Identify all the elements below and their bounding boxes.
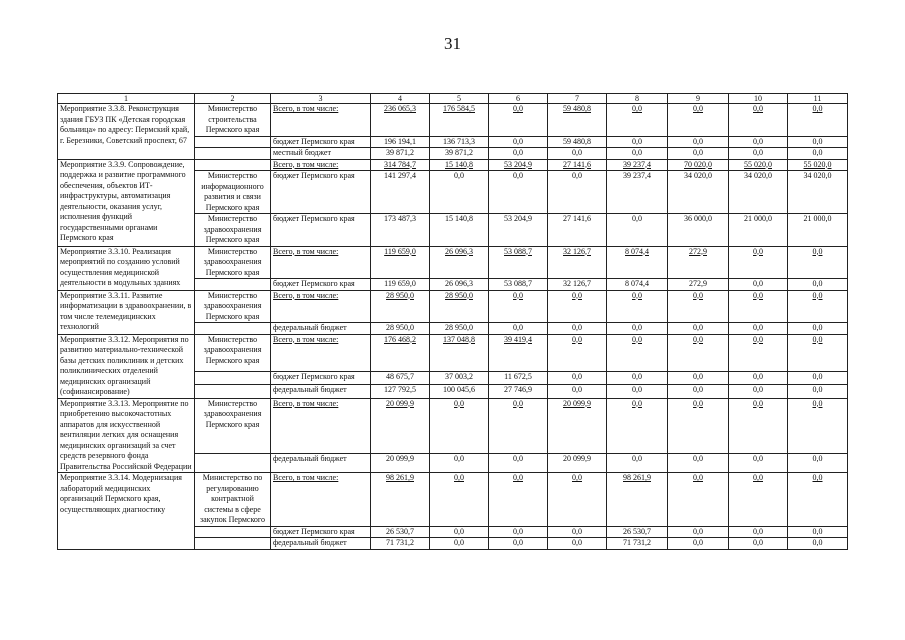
funding-source-cell: местный бюджет xyxy=(271,148,371,160)
value-cell: 37 003,2 xyxy=(430,371,489,384)
value-cell: 0,0 xyxy=(668,371,729,384)
value-cell: 0,0 xyxy=(489,323,548,335)
table-body xyxy=(58,104,848,550)
value-cell: 272,9 xyxy=(668,279,729,291)
value-cell: 0,0 xyxy=(607,334,668,371)
column-header: 9 xyxy=(668,94,729,104)
table-row xyxy=(58,334,848,371)
value-cell: 0,0 xyxy=(788,246,848,279)
value-cell: 0,0 xyxy=(489,526,548,538)
column-header: 4 xyxy=(371,94,430,104)
funding-source-cell: бюджет Пермского края xyxy=(271,526,371,538)
value-cell: 0,0 xyxy=(788,385,848,398)
funding-source-cell: бюджет Пермского края xyxy=(271,214,371,247)
value-cell: 100 045,6 xyxy=(430,385,489,398)
value-cell: 26 096,3 xyxy=(430,246,489,279)
value-cell: 0,0 xyxy=(548,334,607,371)
value-cell: 28 950,0 xyxy=(371,323,430,335)
value-cell: 27 746,9 xyxy=(489,385,548,398)
executor-cell xyxy=(195,136,271,148)
value-cell: 0,0 xyxy=(489,398,548,453)
executor-cell xyxy=(195,526,271,538)
value-cell: 39 871,2 xyxy=(430,148,489,160)
page-number: 31 xyxy=(444,34,461,53)
executor-cell xyxy=(195,371,271,384)
value-cell: 15 140,8 xyxy=(430,214,489,247)
value-cell: 34 020,0 xyxy=(729,171,788,214)
value-cell: 59 480,8 xyxy=(548,136,607,148)
value-cell: 98 261,9 xyxy=(607,473,668,527)
value-cell: 0,0 xyxy=(788,104,848,137)
value-cell: 34 020,0 xyxy=(668,171,729,214)
value-cell: 0,0 xyxy=(729,290,788,323)
value-cell: 15 140,8 xyxy=(430,159,489,171)
activity-title: Мероприятие 3.3.11. Развитие информатизации в здравоохранении, в том числе телемедицинских технологий xyxy=(58,290,195,334)
value-cell: 0,0 xyxy=(430,453,489,472)
funding-source-cell: Всего, в том числе: xyxy=(271,473,371,527)
funding-source-cell: бюджет Пермского края xyxy=(271,371,371,384)
executor-cell: Министерство по регулированию контрактной системы в сфере закупок Пермского xyxy=(195,473,271,527)
value-cell: 53 204,9 xyxy=(489,159,548,171)
value-cell: 0,0 xyxy=(788,290,848,323)
value-cell: 21 000,0 xyxy=(729,214,788,247)
funding-source-cell: бюджет Пермского края xyxy=(271,136,371,148)
header-row xyxy=(58,94,848,104)
value-cell: 0,0 xyxy=(548,371,607,384)
executor-cell: Министерство здравоохранения Пермского края xyxy=(195,398,271,453)
value-cell: 314 784,7 xyxy=(371,159,430,171)
value-cell: 0,0 xyxy=(729,246,788,279)
value-cell: 20 099,9 xyxy=(371,398,430,453)
value-cell: 0,0 xyxy=(430,171,489,214)
value-cell: 0,0 xyxy=(489,136,548,148)
value-cell: 0,0 xyxy=(729,526,788,538)
value-cell: 0,0 xyxy=(729,473,788,527)
value-cell: 0,0 xyxy=(668,398,729,453)
funding-source-cell: Всего, в том числе: xyxy=(271,398,371,453)
value-cell: 0,0 xyxy=(729,538,788,550)
value-cell: 0,0 xyxy=(548,290,607,323)
activity-title: Мероприятие 3.3.10. Реализация мероприятий по созданию условий осуществления медицинской деятельности в модульных зданиях xyxy=(58,246,195,290)
value-cell: 236 065,3 xyxy=(371,104,430,137)
value-cell: 0,0 xyxy=(548,171,607,214)
value-cell: 136 713,3 xyxy=(430,136,489,148)
value-cell: 0,0 xyxy=(548,526,607,538)
value-cell: 0,0 xyxy=(729,453,788,472)
value-cell: 53 204,9 xyxy=(489,214,548,247)
funding-source-cell: бюджет Пермского края xyxy=(271,171,371,214)
value-cell: 26 530,7 xyxy=(371,526,430,538)
value-cell: 55 020,0 xyxy=(729,159,788,171)
value-cell: 27 141,6 xyxy=(548,159,607,171)
value-cell: 119 659,0 xyxy=(371,279,430,291)
value-cell: 0,0 xyxy=(607,136,668,148)
value-cell: 21 000,0 xyxy=(788,214,848,247)
value-cell: 70 020,0 xyxy=(668,159,729,171)
value-cell: 0,0 xyxy=(729,136,788,148)
value-cell: 0,0 xyxy=(729,334,788,371)
budget-table xyxy=(57,93,848,550)
value-cell: 26 530,7 xyxy=(607,526,668,538)
value-cell: 98 261,9 xyxy=(371,473,430,527)
value-cell: 0,0 xyxy=(788,279,848,291)
value-cell: 0,0 xyxy=(430,526,489,538)
value-cell: 0,0 xyxy=(548,538,607,550)
value-cell: 0,0 xyxy=(788,538,848,550)
value-cell: 0,0 xyxy=(430,473,489,527)
value-cell: 0,0 xyxy=(607,453,668,472)
value-cell: 0,0 xyxy=(668,526,729,538)
value-cell: 39 871,2 xyxy=(371,148,430,160)
value-cell: 0,0 xyxy=(788,453,848,472)
executor-cell xyxy=(195,159,271,171)
value-cell: 34 020,0 xyxy=(788,171,848,214)
value-cell: 0,0 xyxy=(607,214,668,247)
value-cell: 0,0 xyxy=(489,148,548,160)
value-cell: 0,0 xyxy=(607,398,668,453)
executor-cell: Министерство здравоохранения Пермского края xyxy=(195,334,271,371)
value-cell: 0,0 xyxy=(788,323,848,335)
value-cell: 0,0 xyxy=(788,371,848,384)
table-row xyxy=(58,473,848,527)
value-cell: 0,0 xyxy=(729,104,788,137)
funding-source-cell: федеральный бюджет xyxy=(271,453,371,472)
column-header: 11 xyxy=(788,94,848,104)
activity-title: Мероприятие 3.3.14. Модернизация лабораторий медицинских организаций Пермского края, осуществляющих диагностику xyxy=(58,473,195,550)
value-cell: 28 950,0 xyxy=(430,290,489,323)
value-cell: 0,0 xyxy=(729,398,788,453)
value-cell: 0,0 xyxy=(788,136,848,148)
value-cell: 20 099,9 xyxy=(548,398,607,453)
value-cell: 0,0 xyxy=(668,538,729,550)
value-cell: 11 672,5 xyxy=(489,371,548,384)
funding-source-cell: федеральный бюджет xyxy=(271,385,371,398)
value-cell: 8 074,4 xyxy=(607,279,668,291)
funding-source-cell: Всего, в том числе: xyxy=(271,246,371,279)
table-row xyxy=(58,290,848,323)
value-cell: 173 487,3 xyxy=(371,214,430,247)
value-cell: 0,0 xyxy=(729,148,788,160)
value-cell: 0,0 xyxy=(788,473,848,527)
executor-cell xyxy=(195,453,271,472)
funding-source-cell: Всего, в том числе: xyxy=(271,104,371,137)
column-header: 10 xyxy=(729,94,788,104)
value-cell: 0,0 xyxy=(729,371,788,384)
value-cell: 119 659,0 xyxy=(371,246,430,279)
value-cell: 48 675,7 xyxy=(371,371,430,384)
column-header: 8 xyxy=(607,94,668,104)
value-cell: 0,0 xyxy=(607,290,668,323)
value-cell: 71 731,2 xyxy=(607,538,668,550)
column-header: 1 xyxy=(58,94,195,104)
funding-source-cell: федеральный бюджет xyxy=(271,538,371,550)
value-cell: 36 000,0 xyxy=(668,214,729,247)
value-cell: 0,0 xyxy=(607,385,668,398)
value-cell: 8 074,4 xyxy=(607,246,668,279)
value-cell: 137 048,8 xyxy=(430,334,489,371)
value-cell: 272,9 xyxy=(668,246,729,279)
value-cell: 59 480,8 xyxy=(548,104,607,137)
funding-source-cell: Всего, в том числе: xyxy=(271,290,371,323)
value-cell: 0,0 xyxy=(607,371,668,384)
value-cell: 141 297,4 xyxy=(371,171,430,214)
value-cell: 55 020,0 xyxy=(788,159,848,171)
column-header: 6 xyxy=(489,94,548,104)
funding-source-cell: бюджет Пермского края xyxy=(271,279,371,291)
value-cell: 0,0 xyxy=(548,473,607,527)
value-cell: 0,0 xyxy=(668,104,729,137)
activity-title: Мероприятие 3.3.8. Реконструкция здания ГБУЗ ПК «Детская городская больница» по адресу: Пермский край, г. Березники, Советский проспект, 67 xyxy=(58,104,195,160)
executor-cell: Министерство здравоохранения Пермского края xyxy=(195,290,271,323)
value-cell: 0,0 xyxy=(430,398,489,453)
value-cell: 0,0 xyxy=(668,385,729,398)
value-cell: 0,0 xyxy=(489,290,548,323)
table-row xyxy=(58,104,848,137)
value-cell: 0,0 xyxy=(729,385,788,398)
value-cell: 53 088,7 xyxy=(489,279,548,291)
value-cell: 0,0 xyxy=(489,453,548,472)
value-cell: 32 126,7 xyxy=(548,246,607,279)
value-cell: 0,0 xyxy=(489,473,548,527)
value-cell: 0,0 xyxy=(668,473,729,527)
value-cell: 0,0 xyxy=(668,148,729,160)
value-cell: 39 419,4 xyxy=(489,334,548,371)
value-cell: 176 584,5 xyxy=(430,104,489,137)
column-header: 3 xyxy=(271,94,371,104)
executor-cell xyxy=(195,148,271,160)
value-cell: 39 237,4 xyxy=(607,159,668,171)
value-cell: 0,0 xyxy=(607,104,668,137)
value-cell: 0,0 xyxy=(788,334,848,371)
value-cell: 0,0 xyxy=(548,148,607,160)
value-cell: 0,0 xyxy=(668,136,729,148)
executor-cell xyxy=(195,279,271,291)
value-cell: 196 194,1 xyxy=(371,136,430,148)
value-cell: 0,0 xyxy=(548,323,607,335)
executor-cell: Министерство здравоохранения Пермского края xyxy=(195,214,271,247)
activity-title: Мероприятие 3.3.9. Сопровождение, поддержка и развитие программного обеспечения, объектов ИТ-инфраструктуры, автоматизация деятельности, оказания услуг, исполнения функций государственными органами Пермского края xyxy=(58,159,195,246)
value-cell: 0,0 xyxy=(788,526,848,538)
funding-source-cell: Всего, в том числе: xyxy=(271,334,371,371)
value-cell: 27 141,6 xyxy=(548,214,607,247)
value-cell: 71 731,2 xyxy=(371,538,430,550)
value-cell: 0,0 xyxy=(430,538,489,550)
value-cell: 127 792,5 xyxy=(371,385,430,398)
value-cell: 20 099,9 xyxy=(548,453,607,472)
value-cell: 0,0 xyxy=(489,104,548,137)
value-cell: 0,0 xyxy=(668,290,729,323)
column-header: 7 xyxy=(548,94,607,104)
value-cell: 0,0 xyxy=(548,385,607,398)
value-cell: 28 950,0 xyxy=(371,290,430,323)
value-cell: 53 088,7 xyxy=(489,246,548,279)
value-cell: 0,0 xyxy=(668,453,729,472)
value-cell: 0,0 xyxy=(729,279,788,291)
value-cell: 26 096,3 xyxy=(430,279,489,291)
table-row xyxy=(58,398,848,453)
executor-cell xyxy=(195,323,271,335)
value-cell: 0,0 xyxy=(489,538,548,550)
value-cell: 0,0 xyxy=(607,323,668,335)
executor-cell: Министерство здравоохранения Пермского края xyxy=(195,246,271,279)
value-cell: 0,0 xyxy=(729,323,788,335)
value-cell: 0,0 xyxy=(668,323,729,335)
executor-cell xyxy=(195,385,271,398)
value-cell: 0,0 xyxy=(788,398,848,453)
value-cell: 176 468,2 xyxy=(371,334,430,371)
table-row xyxy=(58,159,848,171)
value-cell: 0,0 xyxy=(668,334,729,371)
executor-cell: Министерство информационного развития и связи Пермского края xyxy=(195,171,271,214)
column-header: 2 xyxy=(195,94,271,104)
executor-cell xyxy=(195,538,271,550)
funding-source-cell: федеральный бюджет xyxy=(271,323,371,335)
value-cell: 32 126,7 xyxy=(548,279,607,291)
value-cell: 28 950,0 xyxy=(430,323,489,335)
activity-title: Мероприятие 3.3.12. Мероприятия по развитию материально-технической базы детских поликлиник и детских поликлинических отделений медицинских организаций (софинансирование) xyxy=(58,334,195,398)
value-cell: 20 099,9 xyxy=(371,453,430,472)
table-row xyxy=(58,246,848,279)
value-cell: 0,0 xyxy=(788,148,848,160)
column-header: 5 xyxy=(430,94,489,104)
executor-cell: Министерство строительства Пермского края xyxy=(195,104,271,137)
value-cell: 39 237,4 xyxy=(607,171,668,214)
value-cell: 0,0 xyxy=(489,171,548,214)
value-cell: 0,0 xyxy=(607,148,668,160)
funding-source-cell: Всего, в том числе: xyxy=(271,159,371,171)
activity-title: Мероприятие 3.3.13. Мероприятие по приобретению высокочастотных аппаратов для искусственной вентиляции легких для оснащения медицинских организаций за счет средств резервного фонда Правительства Российской Федерации xyxy=(58,398,195,473)
